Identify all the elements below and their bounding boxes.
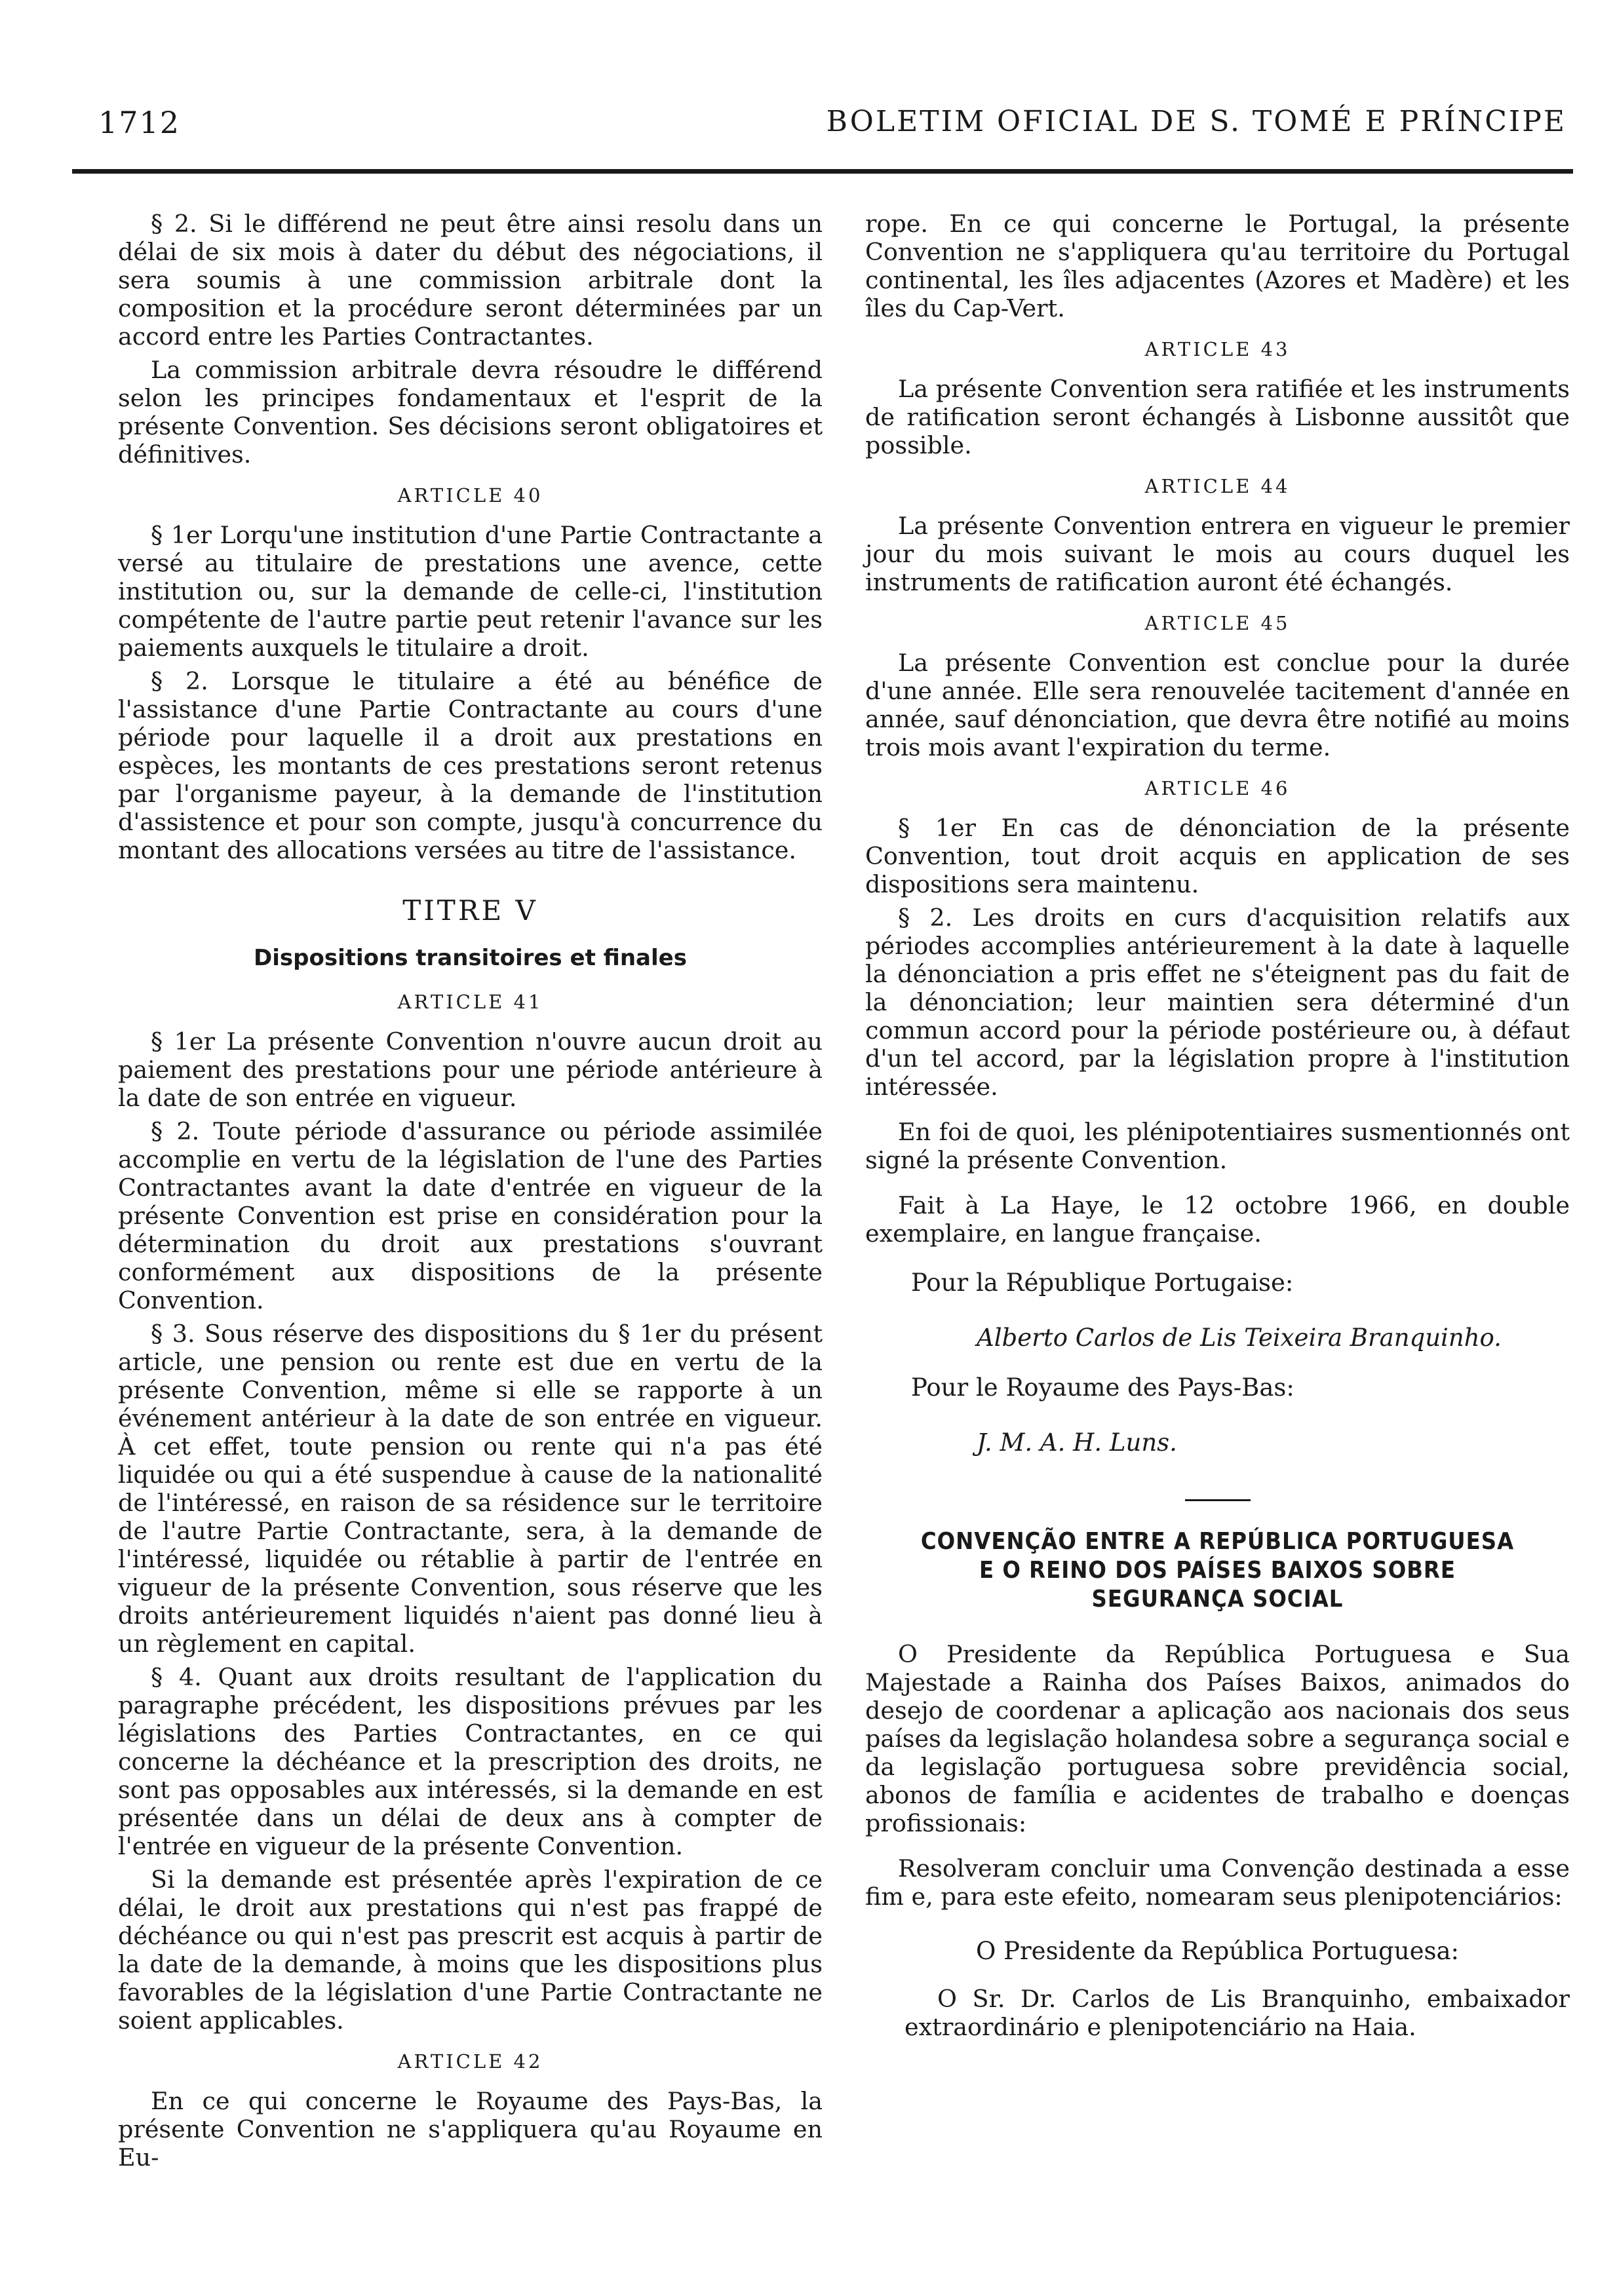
- paragraph: § 3. Sous réserve des dispositions du § 1er du présent article, une pension ou rente est due en vertu de la présente Convention, même si elle se rapporte à un événement antérieur à la date de son entrée en vigueur. À cet effet, toute pension ou rente qui n'a pas été liquidée ou qui a été suspendue à cause de la nationalité de l'intéressé, en raison de sa résidence sur le territoire de l'autre Partie Contractante, sera, à la demande de l'intéressé, liquidée ou rétablie à partir de l'entrée en vigueur de la présente Convention, sous réserve que les droits antérieurement liquidés n'aient pas donné lieu à un règlement en capital.: [118, 1320, 823, 1658]
- centered-line: O Presidente da República Portuguesa:: [976, 1937, 1459, 1965]
- signature-intro: Pour la République Portugaise:: [911, 1269, 1294, 1297]
- paragraph: La commission arbitrale devra résoudre le différend selon les principes fondamentaux et l'esprit de la présente Convention. Ses décisions seront obligatoires et définitives.: [118, 356, 823, 469]
- article-heading: ARTICLE 46: [1144, 777, 1291, 799]
- signature-intro: Pour le Royaume des Pays-Bas:: [911, 1373, 1294, 1402]
- paragraph: § 2. Lorsque le titulaire a été au bénéfice de l'assistance d'une Partie Contractante au cours d'une période pour laquelle il a droit aux prestations en espèces, les montants de ces prestations seront retenus par l'organisme payeur, à la demande de l'institution d'assistence et pour son compte, jusqu'à concurrence du montant des allocations versées au titre de l'assistance.: [118, 667, 823, 864]
- convention-title-line: SEGURANÇA SOCIAL: [1091, 1586, 1344, 1613]
- paragraph: § 1er Lorqu'une institution d'une Partie Contractante a versé au titulaire de prestations une avence, cette institution ou, sur la demande de celle-ci, l'institution compétente de l'autre partie peut retenir l'avance sur les paiements auxquels le titulaire a droit.: [118, 521, 823, 662]
- journal-title: BOLETIM OFICIAL DE S. TOMÉ E PRÍNCIPE: [826, 105, 1566, 138]
- paragraph: O Sr. Dr. Carlos de Lis Branquinho, embaixador extraordinário e plenipotenciário na Haia.: [905, 1985, 1570, 2041]
- paragraph: La présente Convention entrera en vigueur le premier jour du mois suivant le mois au cours duquel les instruments de ratification auront été échangés.: [865, 512, 1570, 596]
- article-heading: ARTICLE 43: [1144, 338, 1291, 360]
- page-number: 1712: [98, 105, 181, 140]
- title-subheading: Dispositions transitoires et finales: [254, 945, 687, 971]
- convention-title-line: CONVENÇÃO ENTRE A REPÚBLICA PORTUGUESA: [920, 1528, 1515, 1555]
- paragraph: En ce qui concerne le Royaume des Pays-Bas, la présente Convention ne s'appliquera qu'au Royaume en Eu-: [118, 2087, 823, 2172]
- paragraph: § 2. Les droits en curs d'acquisition relatifs aux périodes accomplies antérieurement à la date à laquelle la dénonciation a pris effet ne s'éteignent pas du fait de la dénonciation; leur maintien sera déterminé d'un commun accord pour la période postérieure ou, à défaut d'un tel accord, par la législation propre à l'institution intéressée.: [865, 904, 1570, 1101]
- paragraph: Si la demande est présentée après l'expiration de ce délai, le droit aux prestations qui n'est pas frappé de déchéance ou qui n'est pas prescrit est acquis à partir de la date de la demande, à moins que les dispositions plus favorables de la législation d'une Partie Contractante ne soient applicables.: [118, 1866, 823, 2035]
- paragraph: Fait à La Haye, le 12 octobre 1966, en double exemplaire, en langue française.: [865, 1191, 1570, 1248]
- paragraph: En foi de quoi, les plénipotentiaires susmentionnés ont signé la présente Convention.: [865, 1118, 1570, 1174]
- convention-title: [865, 1527, 1570, 1614]
- paragraph: § 1er En cas de dénonciation de la présente Convention, tout droit acquis en application de ses dispositions sera maintenu.: [865, 814, 1570, 898]
- paragraph: § 1er La présente Convention n'ouvre aucun droit au paiement des prestations pour une période antérieure à la date de son entrée en vigueur.: [118, 1027, 823, 1112]
- header-rule: [72, 169, 1573, 174]
- article-heading: ARTICLE 40: [397, 484, 543, 507]
- signatory-name: J. M. A. H. Luns.: [977, 1428, 1177, 1457]
- article-heading: ARTICLE 41: [397, 991, 543, 1013]
- article-heading: ARTICLE 45: [1144, 612, 1291, 634]
- separator: [1185, 1499, 1251, 1501]
- paragraph: O Presidente da República Portuguesa e Sua Majestade a Rainha dos Países Baixos, animados do desejo de coordenar a aplicação aos nacionais dos seus países da legislação holandesa sobre a segurança social e da legislação portuguesa sobre previdência social, abonos de família e acidentes de trabalho e doenças profissionais:: [865, 1640, 1570, 1837]
- left-column: [118, 210, 823, 2177]
- paragraph: § 4. Quant aux droits resultant de l'application du paragraphe précédent, les dispositions prévues par les législations des Parties Contractantes, en ce qui concerne la déchéance et la prescription des droits, ne sont pas opposables aux intéressés, si la demande en est présentée dans un délai de deux ans à compter de l'entrée en vigueur de la présente Convention.: [118, 1663, 823, 1860]
- paragraph: § 2. Si le différend ne peut être ainsi resolu dans un délai de six mois à dater du début des négociations, il sera soumis à une commission arbitrale dont la composition et la procédure seront déterminées par un accord entre les Parties Contractantes.: [118, 210, 823, 351]
- signatory-name: Alberto Carlos de Lis Teixeira Branquinho.: [977, 1324, 1502, 1352]
- paragraph: § 2. Toute période d'assurance ou période assimilée accomplie en vertu de la législation de l'une des Parties Contractantes avant la date d'entrée en vigueur de la présente Convention est prise en considération pour la détermination du droit aux prestations s'ouvrant conformément aux dispositions de la présente Convention.: [118, 1117, 823, 1314]
- paragraph: La présente Convention sera ratifiée et les instruments de ratification seront échangés à Lisbonne aussitôt que possible.: [865, 375, 1570, 459]
- article-heading: ARTICLE 42: [397, 2050, 543, 2073]
- title-heading: TITRE V: [402, 894, 538, 927]
- paragraph: La présente Convention est conclue pour la durée d'une année. Elle sera renouvelée tacitement d'année en année, sauf dénonciation, que devra être notifié au moins trois mois avant l'expiration du terme.: [865, 649, 1570, 761]
- convention-title-line: E O REINO DOS PAÍSES BAIXOS SOBRE: [979, 1557, 1456, 1584]
- paragraph: Resolveram concluir uma Convenção destinada a esse fim e, para este efeito, nomearam seus plenipotenciários:: [865, 1854, 1570, 1911]
- page-header: [98, 105, 1566, 157]
- article-heading: ARTICLE 44: [1144, 475, 1291, 497]
- paragraph: rope. En ce qui concerne le Portugal, la présente Convention ne s'appliquera qu'au territoire du Portugal continental, les îles adjacentes (Azores et Madère) et les îles du Cap-Vert.: [865, 210, 1570, 322]
- right-column: [865, 210, 1570, 2046]
